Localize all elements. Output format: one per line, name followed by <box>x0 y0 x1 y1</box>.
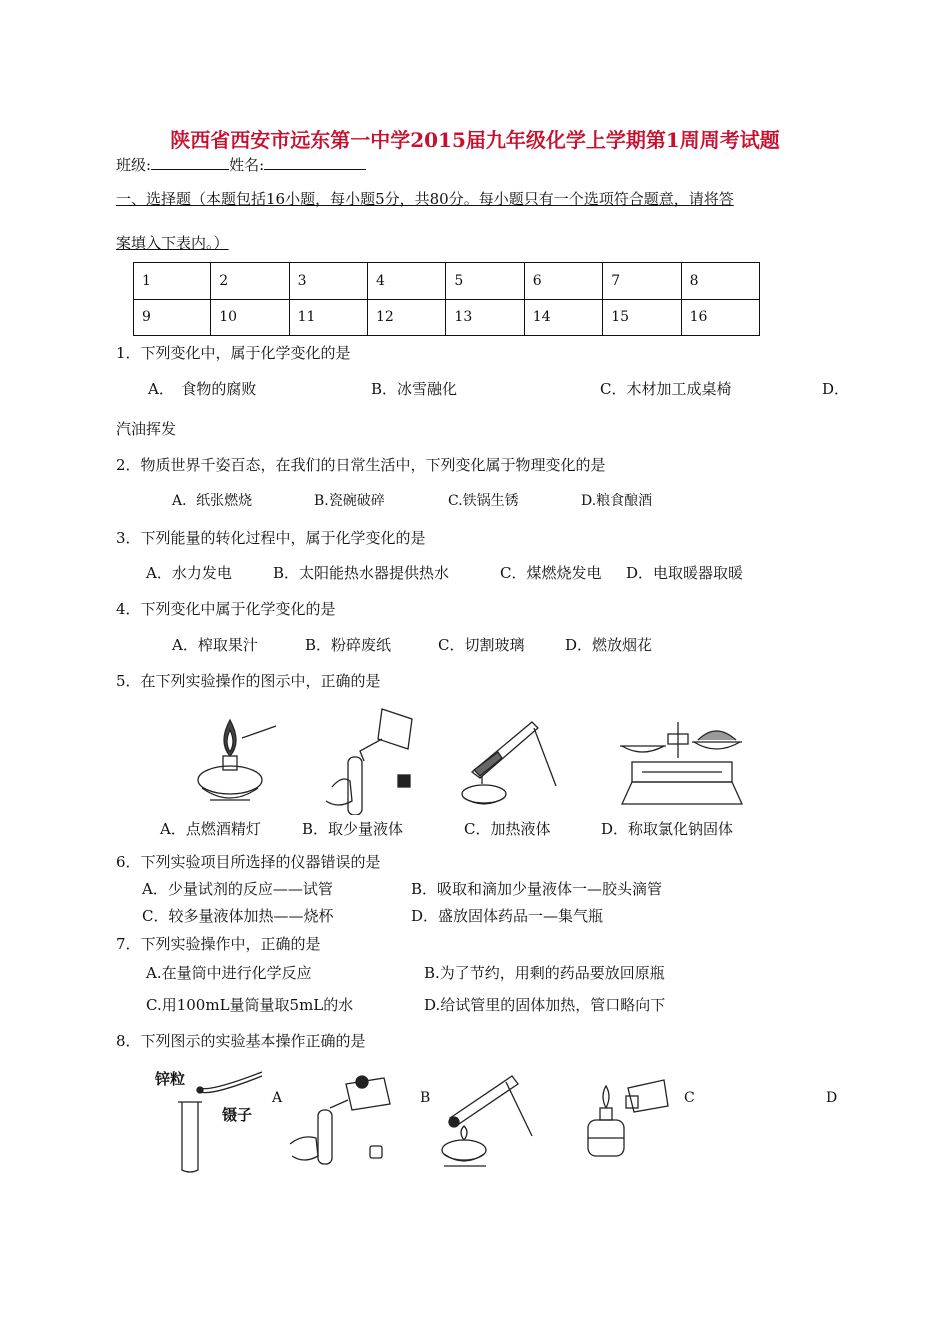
question-2-option-d[interactable]: D.粮食酿酒 <box>581 493 653 509</box>
question-7-option-a[interactable]: A.在量筒中进行化学反应 <box>146 964 312 982</box>
question-6-option-c[interactable]: C．较多量液体加热——烧杯 <box>142 907 334 925</box>
question-6-stem: 6．下列实验项目所选择的仪器错误的是 <box>116 853 381 871</box>
question-5-option-b[interactable]: B．取少量液体 <box>302 820 404 838</box>
question-3-option-a[interactable]: A．水力发电 <box>146 564 232 582</box>
answer-cell[interactable]: 4 <box>368 263 446 300</box>
answer-cell[interactable]: 13 <box>446 299 524 336</box>
question-4-option-d[interactable]: D．燃放烟花 <box>565 636 653 654</box>
question-2-option-c[interactable]: C.铁锅生锈 <box>448 493 519 509</box>
answer-row-1 <box>134 263 760 300</box>
tweezer-label: 镊子 <box>222 1106 253 1124</box>
question-5-option-c[interactable]: C．加热液体 <box>464 820 551 838</box>
answer-cell[interactable]: 1 <box>134 263 211 300</box>
answer-cell[interactable]: 11 <box>289 299 367 336</box>
answer-cell[interactable]: 14 <box>524 299 602 336</box>
answer-cell[interactable]: 2 <box>211 263 289 300</box>
answer-cell[interactable]: 9 <box>134 299 211 336</box>
question-5-option-d[interactable]: D．称取氯化钠固体 <box>601 820 734 838</box>
answer-cell[interactable]: 8 <box>681 263 759 300</box>
heating-test-tube-figure <box>436 1070 536 1170</box>
question-1-option-b[interactable]: B．冰雪融化 <box>371 380 458 398</box>
heating-liquid-figure <box>452 712 562 812</box>
question-3-stem: 3．下列能量的转化过程中，属于化学变化的是 <box>116 529 426 547</box>
lighting-lamp-with-lamp-figure <box>582 1072 672 1162</box>
question-7-option-b[interactable]: B.为了节约，用剩的药品要放回原瓶 <box>424 964 665 982</box>
question-8-option-a[interactable]: A <box>272 1090 283 1106</box>
question-3-option-d[interactable]: D．电取暖器取暖 <box>626 564 744 582</box>
student-info-line <box>116 154 366 175</box>
pouring-reagent-figure <box>286 1064 404 1174</box>
name-label: 姓名: <box>229 156 265 174</box>
question-1-option-c[interactable]: C．木材加工成桌椅 <box>600 380 732 398</box>
answer-cell[interactable]: 3 <box>289 263 367 300</box>
answer-cell[interactable]: 5 <box>446 263 524 300</box>
question-2-option-a[interactable]: A．纸张燃烧 <box>172 493 253 509</box>
pouring-liquid-figure <box>312 705 422 815</box>
answer-cell[interactable]: 12 <box>368 299 446 336</box>
question-7-option-c[interactable]: C.用100mL量筒量取5mL的水 <box>146 996 354 1014</box>
answer-row-2 <box>134 299 760 336</box>
name-blank[interactable] <box>264 155 366 170</box>
question-7-stem: 7．下列实验操作中，正确的是 <box>116 935 321 953</box>
answer-cell[interactable]: 10 <box>211 299 289 336</box>
adding-zinc-granules-figure <box>170 1066 270 1176</box>
question-3-option-c[interactable]: C．煤燃烧发电 <box>500 564 602 582</box>
question-5-stem: 5．在下列实验操作的图示中，正确的是 <box>116 672 381 690</box>
question-6-option-a[interactable]: A．少量试剂的反应——试管 <box>142 880 333 898</box>
zinc-granule-label: 锌粒 <box>155 1070 186 1088</box>
answer-table <box>133 262 760 336</box>
question-2-stem: 2．物质世界千姿百态，在我们的日常生活中，下列变化属于物理变化的是 <box>116 456 606 474</box>
answer-cell[interactable]: 7 <box>603 263 681 300</box>
question-6-option-d[interactable]: D．盛放固体药品一—集气瓶 <box>411 907 604 925</box>
class-label: 班级: <box>116 156 152 174</box>
question-8-stem: 8．下列图示的实验基本操作正确的是 <box>116 1032 366 1050</box>
question-8-option-c[interactable]: C <box>684 1090 695 1106</box>
question-1-option-a[interactable]: A． 食物的腐败 <box>148 380 257 398</box>
answer-cell[interactable]: 15 <box>603 299 681 336</box>
question-5-option-a[interactable]: A．点燃酒精灯 <box>160 820 261 838</box>
alcohol-lamp-lighting-figure <box>190 708 280 813</box>
question-1-stem: 1．下列变化中，属于化学变化的是 <box>116 344 351 362</box>
question-4-option-a[interactable]: A．榨取果汁 <box>172 636 258 654</box>
weighing-sodium-chloride-figure <box>612 712 752 810</box>
class-blank[interactable] <box>151 155 229 170</box>
question-4-option-b[interactable]: B．粉碎废纸 <box>305 636 392 654</box>
question-8-option-d[interactable]: D <box>826 1090 838 1106</box>
question-6-option-b[interactable]: B．吸取和滴加少量液体一—胶头滴管 <box>411 880 663 898</box>
question-3-option-b[interactable]: B．太阳能热水器提供热水 <box>273 564 450 582</box>
answer-cell[interactable]: 6 <box>524 263 602 300</box>
question-7-option-d[interactable]: D.给试管里的固体加热，管口略向下 <box>424 996 666 1014</box>
section-intro-line1: 一、选择题（本题包括16小题，每小题5分，共80分。每小题只有一个选项符合题意，请将答 <box>116 190 734 208</box>
page-title: 陕西省西安市远东第一中学2015届九年级化学上学期第1周周考试题 <box>170 128 780 152</box>
question-4-stem: 4．下列变化中属于化学变化的是 <box>116 600 336 618</box>
question-8-option-b[interactable]: B <box>420 1090 431 1106</box>
question-4-option-c[interactable]: C．切割玻璃 <box>438 636 525 654</box>
question-2-option-b[interactable]: B.瓷碗破碎 <box>314 493 385 509</box>
question-1-option-d-text: 汽油挥发 <box>116 420 177 438</box>
question-1-option-d[interactable]: D． <box>822 380 850 398</box>
section-intro-line2: 案填入下表内。） <box>116 234 229 252</box>
answer-cell[interactable]: 16 <box>681 299 759 336</box>
